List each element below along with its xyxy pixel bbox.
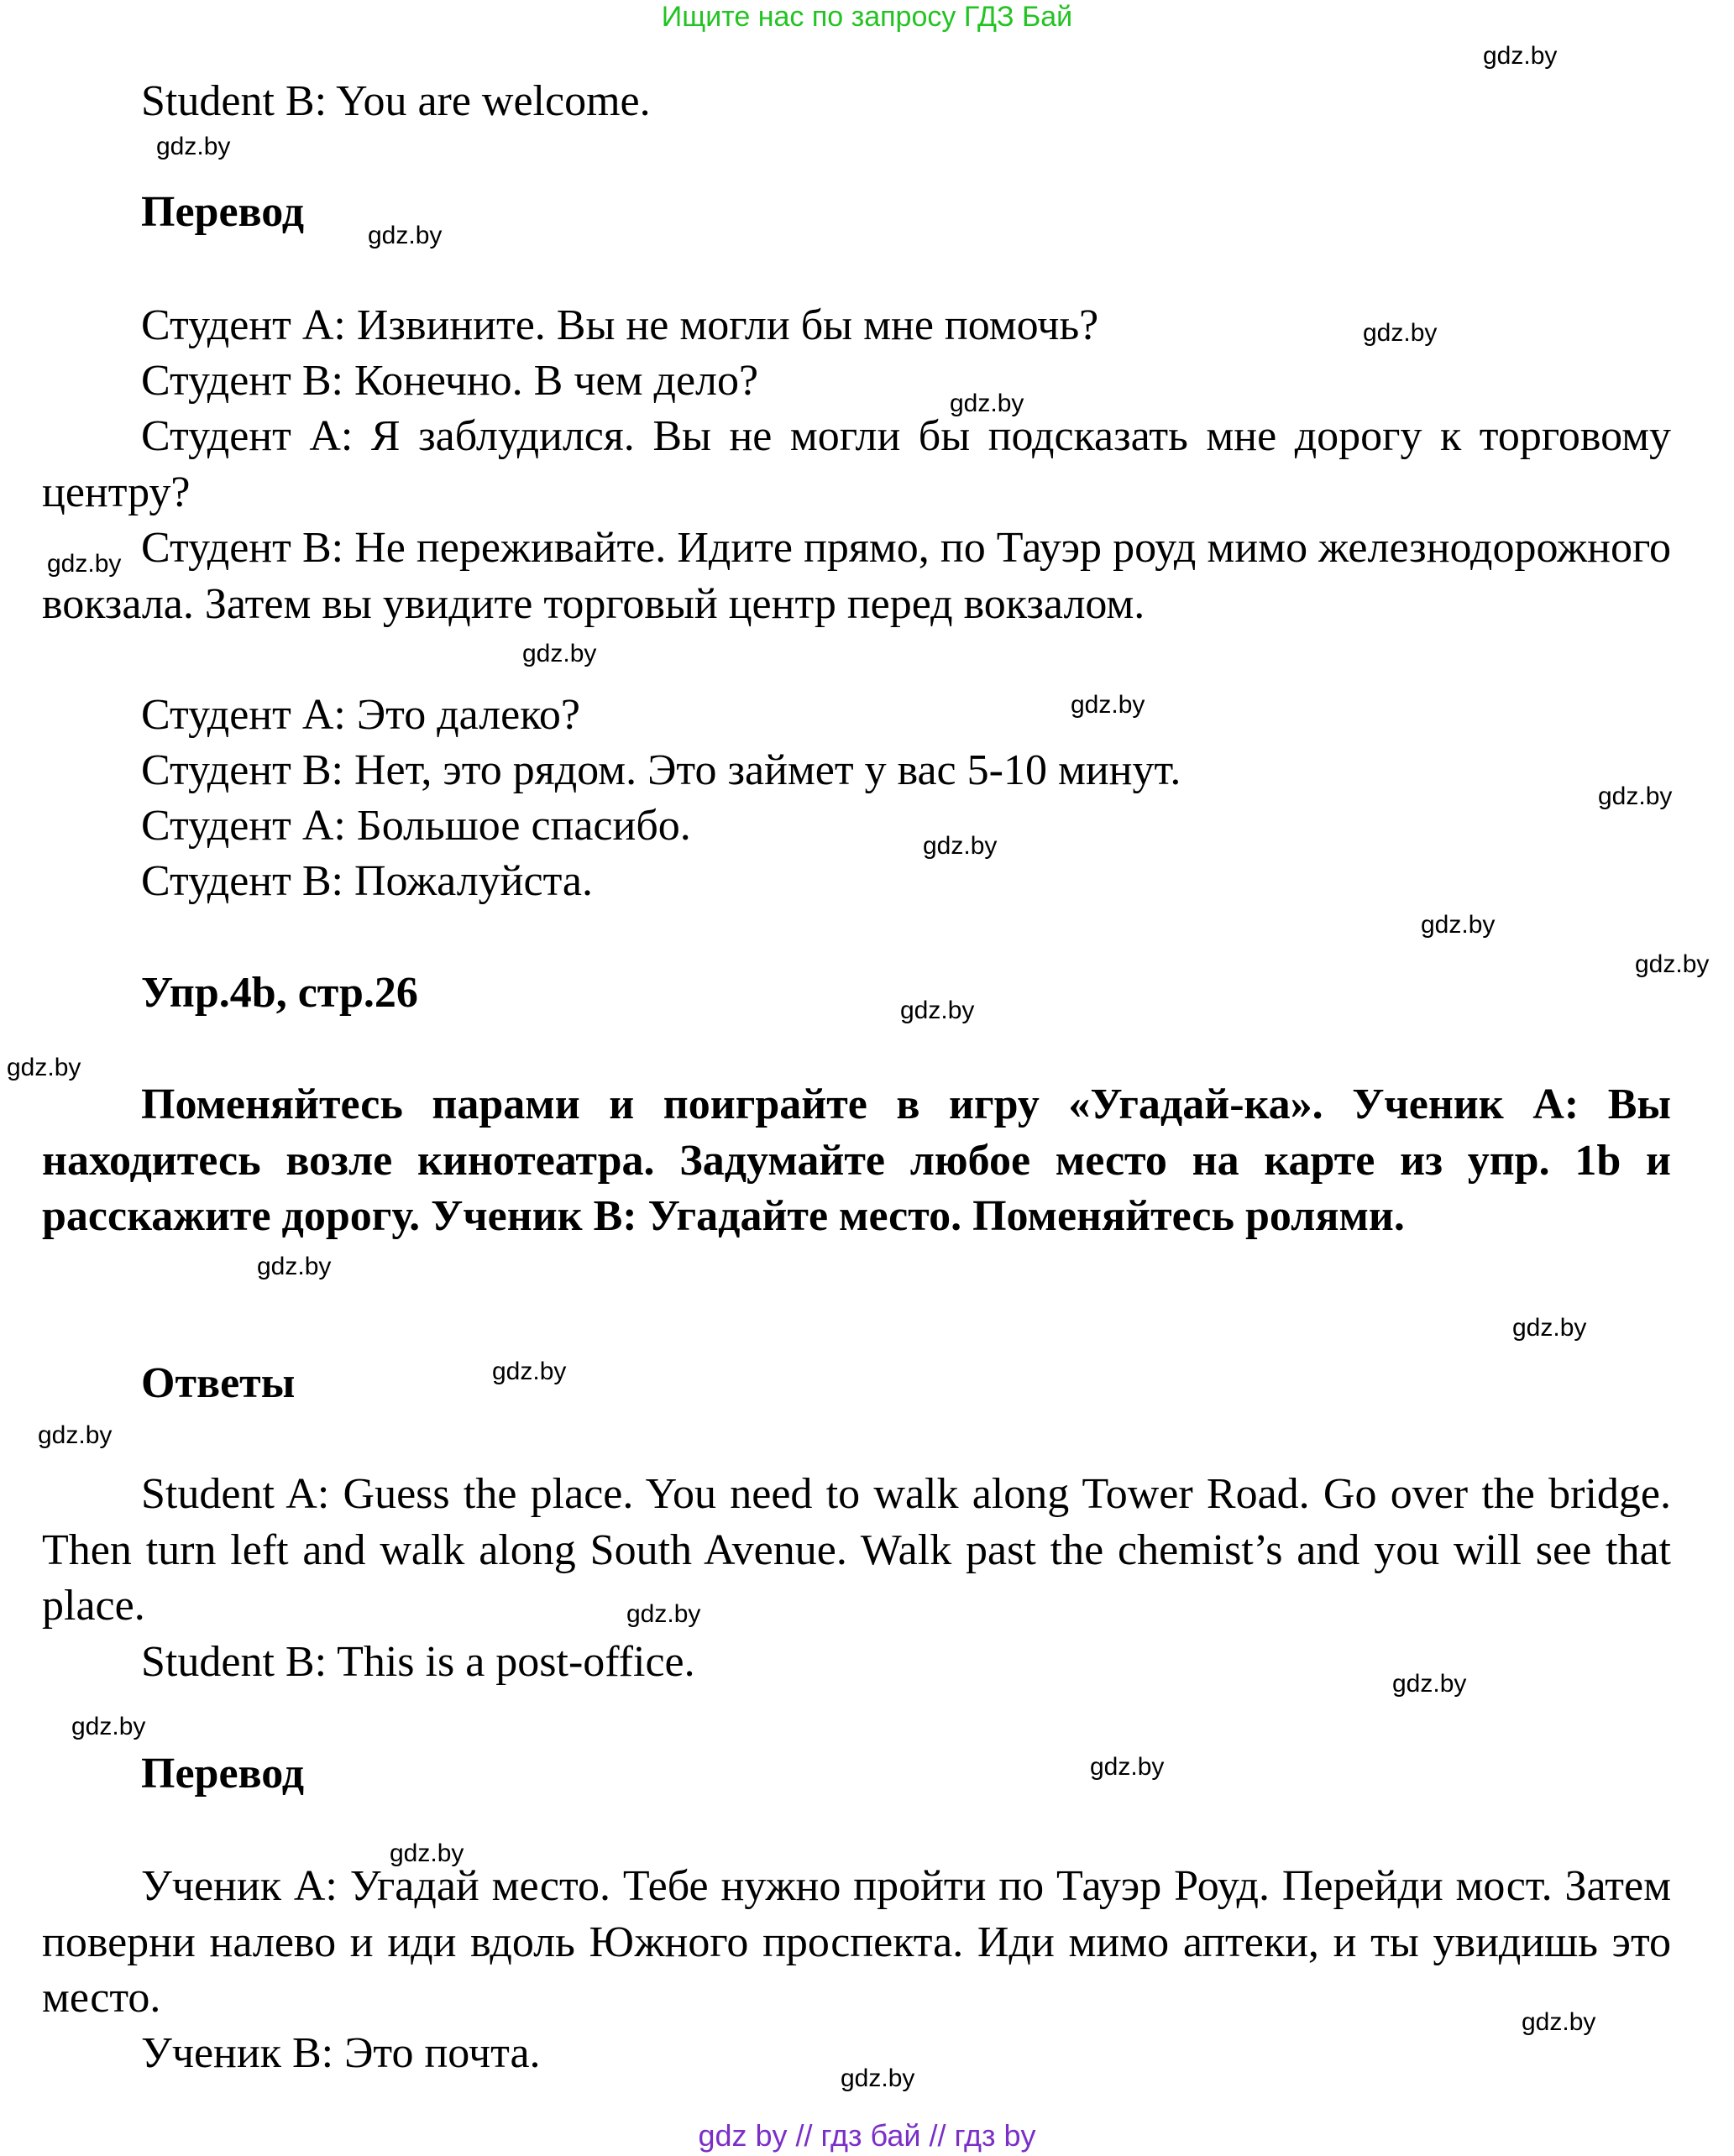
top-banner: Ищите нас по запросу ГДЗ Бай (661, 1, 1073, 33)
watermark: gdz.by (7, 1054, 81, 1081)
line-student-a-4: Студент А: Большое спасибо. (141, 802, 691, 850)
watermark: gdz.by (841, 2064, 915, 2092)
watermark: gdz.by (1522, 2008, 1596, 2036)
paragraph-ru-student-a: Ученик А: Угадай место. Тебе нужно пройти по Тауэр Роуд. Перейди мост. Затем поверни налево и иди вдоль Южного проспекта. Иди мимо аптеки, и ты увидишь это место. (42, 1862, 1671, 2022)
watermark: gdz.by (522, 640, 597, 667)
watermark: gdz.by (390, 1839, 464, 1867)
exercise-task: Поменяйтесь парами и поиграйте в игру «Угадай-ка». Ученик А: Вы находитесь возле кинотеатра. Задумайте любое место на карте из упр. 1b и расскажите дорогу. Ученик В: Угадайте место. Поменяйтесь ролями. (42, 1081, 1671, 1240)
watermark: gdz.by (1363, 319, 1438, 347)
watermark: gdz.by (1071, 691, 1145, 719)
watermark: gdz.by (1090, 1753, 1165, 1781)
line-student-a-1: Студент А: Извините. Вы не могли бы мне помочь? (141, 301, 1099, 349)
watermark: gdz.by (257, 1253, 332, 1280)
watermark: gdz.by (71, 1713, 146, 1740)
watermark: gdz.by (492, 1358, 567, 1385)
watermark: gdz.by (1421, 911, 1496, 939)
exercise-title: Упр.4b, стр.26 (141, 969, 418, 1017)
paragraph-student-b-2: Студент В: Не переживайте. Идите прямо, по Тауэр роуд мимо железнодорожного вокзала. Затем вы увидите торговый центр перед вокзалом. (42, 524, 1671, 628)
heading-answers: Ответы (141, 1359, 296, 1407)
line-ru-student-b: Ученик В: Это почта. (141, 2029, 541, 2077)
watermark: gdz.by (1598, 782, 1673, 810)
paragraph-en-student-a: Student A: Guess the place. You need to walk along Tower Road. Go over the bridge. Then turn left and walk along South Avenue. Walk past the chemist’s and you will see that place. (42, 1470, 1671, 1630)
watermark: gdz.by (47, 550, 122, 578)
line-student-b-4: Студент В: Пожалуйста. (141, 857, 594, 905)
watermark: gdz.by (1392, 1670, 1467, 1698)
heading-translation: Перевод (141, 188, 305, 236)
paragraph-student-a-2: Студент А: Я заблудился. Вы не могли бы подсказать мне дорогу к торговому центру? (42, 412, 1671, 516)
watermark: gdz.by (1635, 950, 1710, 978)
watermark: gdz.by (900, 997, 975, 1024)
line-student-b-3: Студент В: Нет, это рядом. Это займет у вас 5-10 минут. (141, 746, 1181, 794)
watermark: gdz.by (626, 1600, 701, 1628)
watermark: gdz.by (368, 222, 443, 249)
watermark: gdz.by (38, 1421, 113, 1449)
watermark: gdz.by (923, 832, 998, 860)
line-en-student-b: Student B: This is a post-office. (141, 1638, 695, 1686)
line-student-a-3: Студент А: Это далеко? (141, 691, 580, 739)
watermark: gdz.by (950, 390, 1024, 417)
watermark: gdz.by (1483, 42, 1558, 70)
line-student-b-1: Студент В: Конечно. В чем дело? (141, 357, 759, 405)
heading-translation-2: Перевод (141, 1750, 305, 1798)
watermark: gdz.by (156, 133, 231, 160)
line-student-b-welcome: Student B: You are welcome. (141, 77, 651, 125)
watermark: gdz.by (1512, 1314, 1587, 1342)
footer-links: gdz by // гдз бай // гдз by (698, 2118, 1036, 2153)
